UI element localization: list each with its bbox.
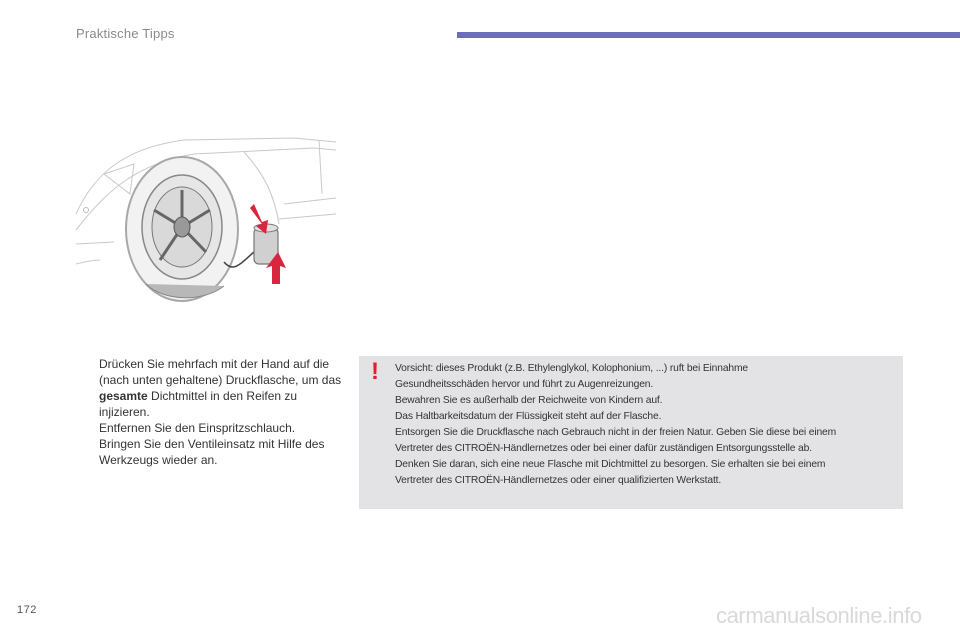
- list-item: [78, 356, 348, 420]
- warning-line: Vertreter des CITROËN-Händlernetzes oder bei einer dafür zuständigen Entsorgungsstelle ab.: [395, 443, 812, 454]
- tyre-sealant-illustration: [74, 134, 338, 304]
- warning-box: [359, 356, 903, 509]
- list-item: [78, 436, 348, 468]
- warning-line: Bewahren Sie es außerhalb der Reichweite von Kindern auf.: [395, 395, 663, 406]
- list-item: [78, 420, 348, 436]
- step-text: Drücken Sie mehrfach mit der Hand auf die (nach unten gehaltene) Druckflasche, um das: [99, 357, 342, 387]
- instruction-list: [78, 356, 348, 468]
- exclamation-icon: !: [371, 358, 379, 385]
- step-text: Entfernen Sie den Einspritzschlauch.: [99, 421, 296, 435]
- page-number: 172: [17, 604, 37, 616]
- section-title: Praktische Tipps: [76, 26, 175, 41]
- watermark: carmanualsonline.info: [716, 603, 922, 628]
- warning-line: Vertreter des CITROËN-Händlernetzes oder einer qualifizierten Werkstatt.: [395, 475, 722, 486]
- step-text-end: Dichtmittel in den Reifen zu injizieren.: [99, 389, 298, 419]
- warning-line: Entsorgen Sie die Druckflasche nach Gebrauch nicht in der freien Natur. Geben Sie diese bei einem: [395, 427, 837, 438]
- step-text: Bringen Sie den Ventileinsatz mit Hilfe des Werkzeugs wieder an.: [99, 437, 325, 467]
- warning-line: Denken Sie daran, sich eine neue Flasche mit Dichtmittel zu besorgen. Sie erhalten sie bei einem: [395, 459, 826, 470]
- header-accent-bar: [457, 32, 960, 38]
- warning-text: [395, 361, 895, 489]
- warning-line: Gesundheitsschäden hervor und führt zu Augenreizungen.: [395, 379, 654, 390]
- warning-line: Das Haltbarkeitsdatum der Flüssigkeit steht auf der Flasche.: [395, 411, 662, 422]
- step-emphasis: gesamte: [99, 389, 148, 403]
- warning-line: Vorsicht: dieses Produkt (z.B. Ethylenglykol, Kolophonium, ...) ruft bei Einnahme: [395, 363, 748, 374]
